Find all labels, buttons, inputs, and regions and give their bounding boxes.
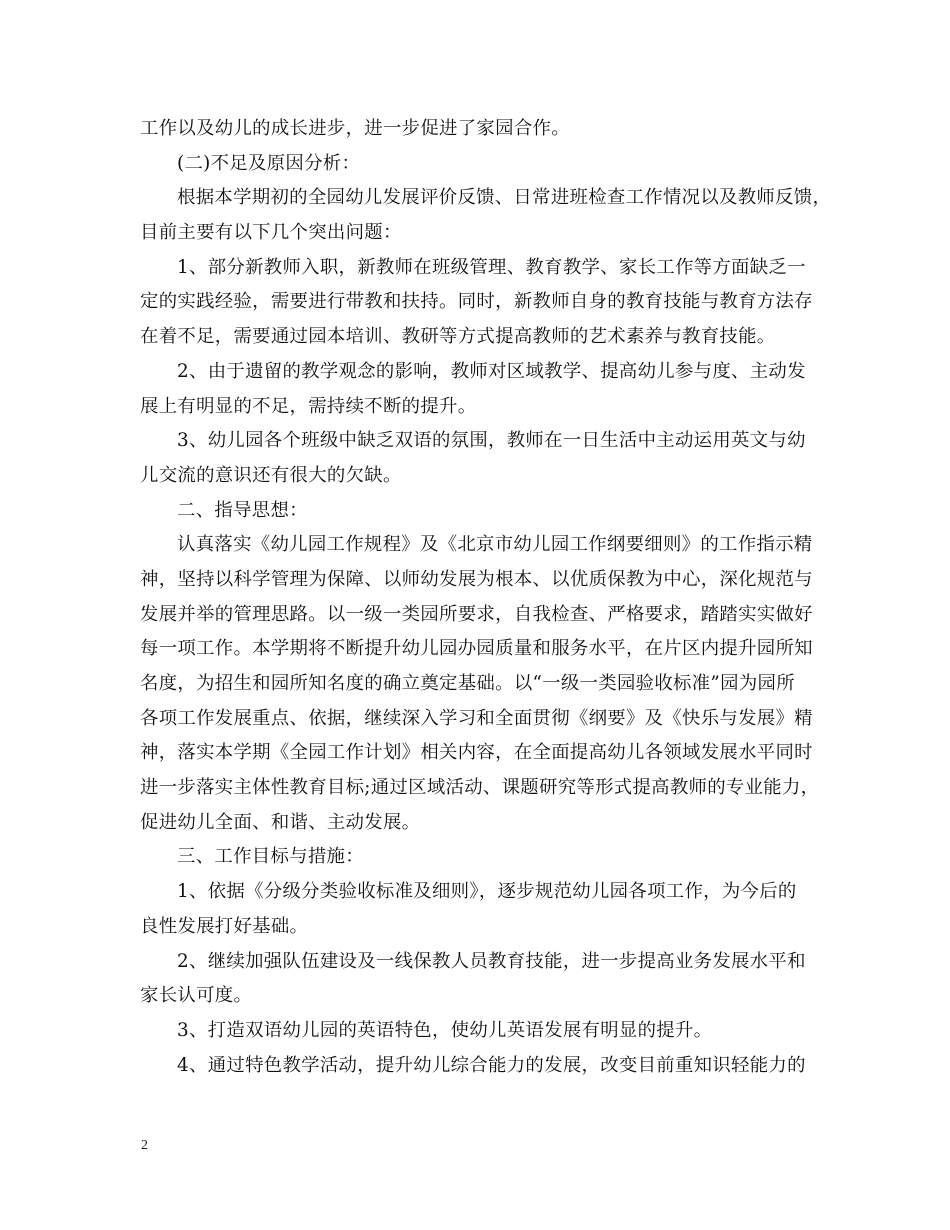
text-line-18: 各项工作发展重点、依据，继续深入学习和全面贯彻《纲要》及《快乐与发展》精 [140, 707, 813, 729]
text-line-4: 目前主要有以下几个突出问题： [140, 222, 402, 244]
text-line-13: 认真落实《幼儿园工作规程》及《北京市幼儿园工作纲要细则》的工作指示精 [177, 534, 813, 556]
text-line-16: 每一项工作。本学期将不断提升幼儿园办园质量和服务水平，在片区内提升园所知 [140, 638, 813, 660]
text-line-20: 进一步落实主体性教育目标;通过区域活动、课题研究等形式提高教师的专业能力， [140, 777, 820, 799]
text-line-11: 儿交流的意识还有很大的欠缺。 [140, 464, 402, 486]
text-line-12: 二、指导思想： [177, 499, 308, 521]
text-line-5: 1、部分新教师入职，新教师在班级管理、教育教学、家长工作等方面缺乏一 [177, 256, 806, 278]
text-line-17: 名度，为招生和园所知名度的确立奠定基础。以“一级一类园验收标准”园为园所 [140, 673, 795, 694]
text-line-3: 根据本学期初的全园幼儿发展评价反馈、日常进班检查工作情况以及教师反馈， [177, 187, 832, 209]
text-line-1: 工作以及幼儿的成长进步，进一步促进了家园合作。 [140, 118, 570, 139]
text-line-22: 三、工作目标与措施： [177, 846, 364, 868]
text-line-7: 在着不足，需要通过园本培训、教研等方式提高教师的艺术素养与教育技能。 [140, 326, 776, 348]
text-line-26: 家长认可度。 [140, 985, 253, 1007]
text-line-24: 良性发展打好基础。 [140, 915, 309, 937]
text-line-25: 2、继续加强队伍建设及一线保教人员教育技能，进一步提高业务发展水平和 [177, 950, 806, 972]
body-text [140, 112, 832, 1083]
page-number: 2 [141, 1138, 148, 1153]
text-line-2: (二)不足及原因分析： [177, 152, 361, 174]
text-line-21: 促进幼儿全面、和谐、主动发展。 [140, 811, 421, 833]
text-line-6: 定的实践经验，需要进行带教和扶持。同时，新教师自身的教育技能与教育方法存 [140, 291, 813, 313]
text-line-23: 1、依据《分级分类验收标准及细则》，逐步规范幼儿园各项工作，为今后的 [177, 881, 797, 903]
text-line-27: 3、打造双语幼儿园的英语特色，使幼儿英语发展有明显的提升。 [177, 1019, 713, 1041]
text-line-28: 4、通过特色教学活动，提升幼儿综合能力的发展，改变目前重知识轻能力的 [177, 1054, 806, 1076]
text-line-9: 展上有明显的不足，需持续不断的提升。 [140, 395, 477, 417]
text-line-14: 神，坚持以科学管理为保障、以师幼发展为根本、以优质保教为中心，深化规范与 [140, 568, 813, 590]
text-line-10: 3、幼儿园各个班级中缺乏双语的氛围，教师在一日生活中主动运用英文与幼 [177, 430, 806, 452]
text-line-19: 神，落实本学期《全园工作计划》相关内容，在全面提高幼儿各领域发展水平同时 [140, 742, 813, 764]
text-line-8: 2、由于遗留的教学观念的影响，教师对区域教学、提高幼儿参与度、主动发 [177, 360, 806, 382]
text-line-15: 发展并举的管理思路。以一级一类园所要求，自我检查、严格要求，踏踏实实做好 [140, 603, 813, 625]
